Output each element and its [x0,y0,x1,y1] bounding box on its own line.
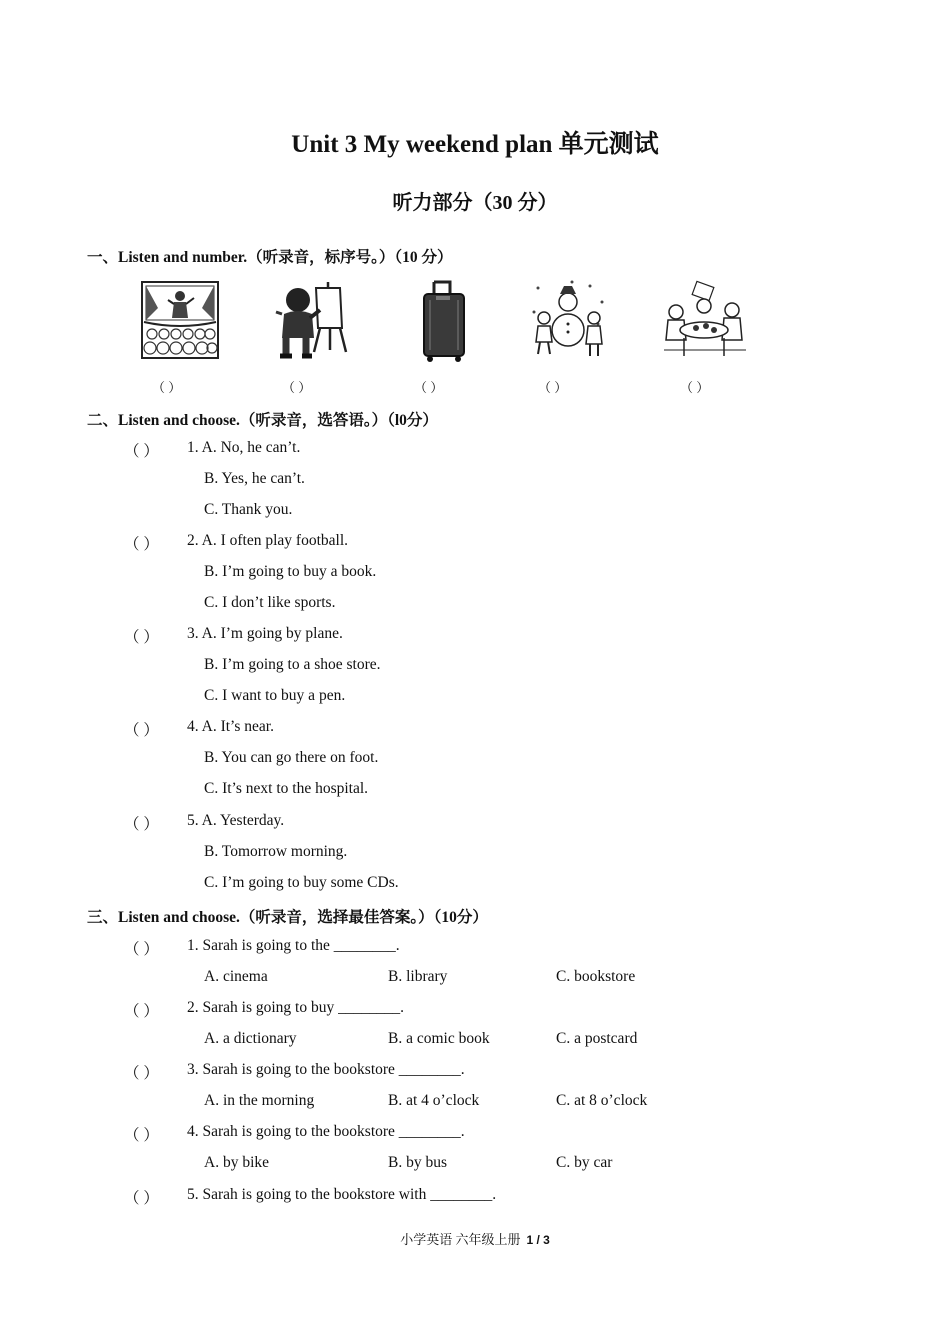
q3-4-option-c: C. by car [556,1154,613,1171]
page-footer [0,1229,950,1248]
q2-1-option-b: B. Yes, he can’t. [204,470,305,487]
q3-1-question: 1. Sarah is going to the ________. [187,937,400,954]
q3-4-question: 4. Sarah is going to the bookstore ________. [187,1123,465,1140]
q2-4-option-a: 4. A. It’s near. [187,718,274,735]
q3-1-option-a: A. cinema [204,968,268,985]
snowman-kids-picture [528,278,612,364]
boy-painting-picture [270,278,354,364]
q2-4-answer-blank[interactable]: （ ） [124,722,159,739]
q2-5-option-c: C. I’m going to buy some CDs. [204,874,399,891]
q2-1-answer-blank[interactable]: （ ） [124,443,159,460]
theater-stage-picture [138,278,222,364]
q2-4-option-b: B. You can go there on foot. [204,749,379,766]
q3-1-option-c: C. bookstore [556,968,636,985]
listening-subtitle: 听力部分（30 分） [392,192,558,214]
q3-4-option-b: B. by bus [388,1154,447,1171]
q2-4-option-c: C. It’s next to the hospital. [204,780,369,797]
q2-2-option-a: 2. A. I often play football. [187,532,348,549]
q3-1-answer-blank[interactable]: （ ） [124,941,159,958]
q3-2-option-c: C. a postcard [556,1030,638,1047]
q3-2-answer-blank[interactable]: （ ） [124,1003,159,1020]
q3-3-answer-blank[interactable]: （ ） [124,1065,159,1082]
q2-5-answer-blank[interactable]: （ ） [124,816,159,833]
q2-2-option-c: C. I don’t like sports. [204,594,336,611]
q3-4-answer-blank[interactable]: （ ） [124,1127,159,1144]
suitcase-picture [400,278,484,364]
q3-3-option-c: C. at 8 o’clock [556,1092,648,1109]
q3-2-option-a: A. a dictionary [204,1030,297,1047]
q3-5-question: 5. Sarah is going to the bookstore with ________. [187,1186,497,1203]
q2-2-answer-blank[interactable]: （ ） [124,536,159,553]
q3-2-question: 2. Sarah is going to buy ________. [187,999,404,1016]
footer-text: 小学英语 六年级上册 [400,1232,521,1247]
q2-5-option-b: B. Tomorrow morning. [204,843,348,860]
answer-blank-3[interactable]: （ ） [414,380,444,395]
q2-1-option-a: 1. A. No, he can’t. [187,439,301,456]
q3-2-option-b: B. a comic book [388,1030,490,1047]
family-dinner-picture [660,278,750,364]
answer-blank-2[interactable]: （ ） [282,380,312,395]
section3-heading: 三、Listen and choose.（听录音，选择最佳答案。）（10分） [87,909,488,926]
answer-blank-1[interactable]: （ ） [152,380,182,395]
answer-blank-4[interactable]: （ ） [538,380,568,395]
q3-4-option-a: A. by bike [204,1154,270,1171]
q2-5-option-a: 5. A. Yesterday. [187,812,285,829]
q3-3-option-b: B. at 4 o’clock [388,1092,480,1109]
answer-blank-5[interactable]: （ ） [680,380,710,395]
q2-2-option-b: B. I’m going to buy a book. [204,563,377,580]
q3-5-answer-blank[interactable]: （ ） [124,1190,159,1207]
q2-1-option-c: C. Thank you. [204,501,293,518]
q2-3-option-b: B. I’m going to a shoe store. [204,656,381,673]
q3-3-question: 3. Sarah is going to the bookstore ________. [187,1061,465,1078]
section2-heading: 二、Listen and choose.（听录音，选答语。）（l0分） [87,412,438,429]
q2-3-option-a: 3. A. I’m going by plane. [187,625,343,642]
page-title: Unit 3 My weekend plan 单元测试 [291,131,659,158]
section1-heading: 一、Listen and number.（听录音，标序号。）（10 分） [87,249,453,266]
q2-3-option-c: C. I want to buy a pen. [204,687,346,704]
q2-3-answer-blank[interactable]: （ ） [124,629,159,646]
q3-3-option-a: A. in the morning [204,1092,315,1109]
q3-1-option-b: B. library [388,968,448,985]
page-number: 1 / 3 [526,1233,550,1247]
